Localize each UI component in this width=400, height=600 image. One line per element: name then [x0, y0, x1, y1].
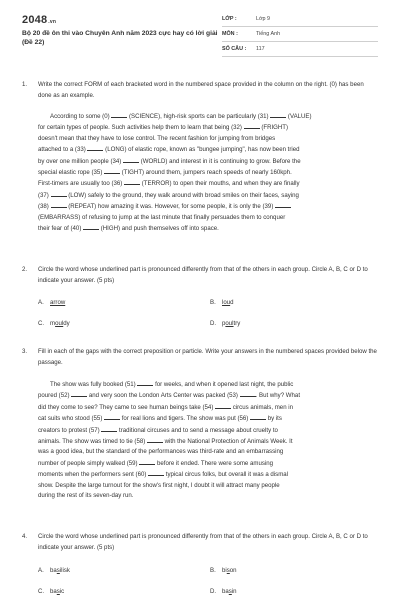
- meta-value: 117: [256, 46, 265, 52]
- passage-line: number of people simply walked (59) before it ended. There were some amusing: [38, 459, 274, 467]
- option-b[interactable]: [210, 567, 237, 574]
- answer-blank[interactable]: [240, 390, 256, 397]
- passage-line: show. Despite the large turnout for the show's first night, I doubt it will attract many people: [38, 481, 280, 489]
- passage-line: (37) (LOW) safely to the ground, they walk around with broad smiles on their faces, saying: [38, 191, 299, 199]
- passage-line: According to some (0) (SCIENCE), high-risk sports can be particularly (31) (VALUE): [50, 113, 312, 120]
- underlined-part: s: [56, 567, 60, 574]
- answer-blank[interactable]: [275, 201, 291, 208]
- passage-line: was a good idea, but the standard of the performances was third-rate and an embarrassing: [38, 448, 284, 456]
- logo-main: 2048: [22, 14, 48, 26]
- answer-blank[interactable]: [148, 469, 164, 476]
- answer-blank[interactable]: [270, 111, 286, 118]
- passage-line: poured (52) and very soon the London Arts Center was packed (53) . But why? What: [38, 392, 301, 400]
- passage-line: First-timers are usually too (36) (TERROR) to open their mouths, and when they are finally: [38, 180, 300, 188]
- passage-line: The show was fully booked (51) for weeks, and when it opened last night, the public: [50, 381, 294, 388]
- option-letter: B.: [210, 567, 216, 574]
- answer-blank[interactable]: [147, 436, 163, 443]
- answer-blank[interactable]: [137, 379, 153, 386]
- answer-blank[interactable]: [215, 402, 231, 409]
- question-1-passage: [38, 111, 378, 234]
- answer-blank[interactable]: [51, 190, 67, 197]
- logo-sub: .vn: [48, 19, 57, 25]
- answer-blank[interactable]: [71, 390, 87, 397]
- option-word: basin: [222, 588, 237, 595]
- passage-line: moments when the performers sent (60) typical circus folks, but overall it was a dismal: [38, 471, 289, 479]
- passage-line: animals. The show was timed to tie (58) with the National Protection of Animals Week. It: [38, 438, 293, 446]
- answer-blank[interactable]: [111, 111, 127, 118]
- passage-line: special elastic rope (35) (TIGHT) around them, jumpers reach speeds of nearly 160kph.: [38, 169, 292, 177]
- answer-blank[interactable]: [101, 425, 117, 432]
- meta-value: Tiếng Anh: [256, 31, 281, 37]
- passage-line: attached to a (33) (LONG) of elastic rope, known as "bungee jumping", has now been tried: [38, 146, 300, 154]
- question-number: 2.: [22, 266, 28, 273]
- meta-row-count: [222, 42, 378, 57]
- meta-row-subject: [222, 27, 378, 42]
- document-title: Bộ 20 đề ôn thi vào Chuyên Anh năm 2023 cực hay có lời giải (Đề 22): [22, 30, 218, 46]
- passage-line: doesn't mean that they have to lose control. The recent fashion for jumping from bridges: [38, 134, 276, 142]
- answer-blank[interactable]: [83, 223, 99, 230]
- page-header: [0, 0, 400, 64]
- option-word: loud: [222, 299, 234, 306]
- option-letter: D.: [210, 320, 217, 327]
- option-d[interactable]: [210, 320, 240, 327]
- meta-label: SỐ CÂU :: [222, 46, 247, 52]
- question-3-passage: [38, 379, 378, 501]
- passage-line: (38) (REPEAT) how amazing it was. However, for some people, it is only the (39): [38, 201, 378, 212]
- option-b[interactable]: [210, 299, 234, 306]
- underlined-part: s: [228, 588, 232, 595]
- option-c[interactable]: [38, 320, 70, 327]
- answer-blank[interactable]: [104, 167, 120, 174]
- underlined-part: lou: [222, 299, 231, 306]
- underlined-part: oul: [225, 320, 234, 327]
- question-instruction: Fill in each of the gaps with the correct preposition or particle. Write your answers in the numbered spaces provided below the passage.: [38, 348, 377, 366]
- option-letter: C.: [38, 588, 45, 595]
- option-a[interactable]: [38, 567, 70, 574]
- question-instruction: Write the correct FORM of each bracketed word in the numbered space provided in the column on the right. (0) has been done as an example.: [38, 81, 364, 99]
- answer-blank[interactable]: [87, 144, 103, 151]
- question-number: 4.: [22, 533, 28, 540]
- option-word: basilisk: [50, 567, 70, 574]
- option-word: poultry: [222, 320, 241, 327]
- meta-value: Lớp 9: [256, 16, 271, 22]
- meta-label: LỚP :: [222, 16, 237, 22]
- passage-line: did they come to see? They came to see human beings take (54) circus animals, men in: [38, 403, 294, 411]
- option-letter: C.: [38, 320, 45, 327]
- answer-blank[interactable]: [104, 413, 120, 420]
- option-letter: B.: [210, 299, 216, 306]
- meta-row-class: [222, 12, 378, 27]
- answer-blank[interactable]: [51, 201, 67, 208]
- underlined-part: s: [226, 567, 230, 574]
- option-c[interactable]: [38, 588, 64, 595]
- answer-blank[interactable]: [139, 458, 155, 465]
- option-word: bison: [222, 567, 237, 574]
- option-word: [50, 299, 65, 306]
- question-instruction: Circle the word whose underlined part is pronounced differently from that of the others in each group. Circle A, B, C or D to indicate your answer. (5 pts): [38, 533, 368, 551]
- question-number: 3.: [22, 348, 28, 355]
- answer-blank[interactable]: [250, 413, 266, 420]
- question-instruction: Circle the word whose underlined part is pronounced differently from that of the others in each group. Circle A, B, C or D to indicate your answer. (5 pts): [38, 266, 368, 284]
- question-number: 1.: [22, 81, 28, 88]
- meta-label: MÔN :: [222, 31, 238, 37]
- passage-line: for certain types of people. Such activities help them to learn that being (32) (FRIGHT): [38, 124, 289, 132]
- meta-table: [222, 12, 378, 57]
- passage-line: (EMBARRASS) of refusing to jump at the last minute that finally persuades them to conquer: [38, 213, 286, 221]
- answer-blank[interactable]: [244, 122, 260, 129]
- underlined-part: oul: [55, 320, 64, 327]
- passage-line: cat suits who stood (55) for real lions and tigers. The show was put (56) by its: [38, 415, 282, 423]
- option-a[interactable]: [38, 299, 65, 306]
- answer-blank[interactable]: [124, 178, 140, 185]
- option-word: basic: [50, 588, 65, 595]
- site-logo[interactable]: [22, 14, 56, 26]
- passage-line: creators to protest (57) traditional circuses and to send a message about cruelty to: [38, 426, 278, 434]
- passage-line: their fear of (40) (HIGH) and push themselves off into space.: [38, 225, 219, 233]
- passage-line: by over one million people (34) (WORLD) and interest in it is continuing to grow. Before the: [38, 157, 301, 165]
- underlined-part: arrow: [50, 299, 66, 306]
- option-word: mouldy: [50, 320, 70, 327]
- underlined-part: s: [56, 588, 60, 595]
- passage-line: during the rest of its seven-day run.: [38, 492, 134, 500]
- option-letter: D.: [210, 588, 217, 595]
- option-letter: A.: [38, 567, 44, 574]
- option-letter: A.: [38, 299, 44, 306]
- answer-blank[interactable]: [123, 156, 139, 163]
- option-d[interactable]: [210, 588, 237, 595]
